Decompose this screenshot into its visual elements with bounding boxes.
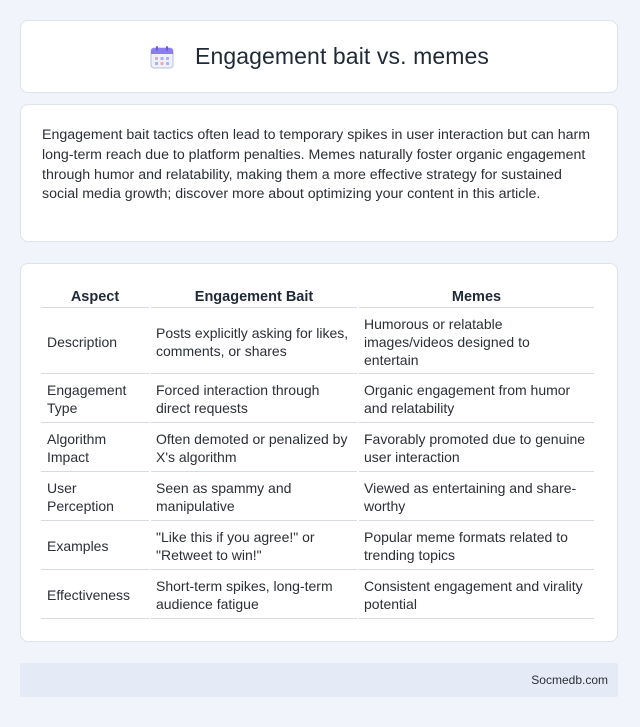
table-cell: "Like this if you agree!" or "Retweet to win!" [151, 523, 357, 570]
comparison-table [39, 284, 596, 621]
table-row [41, 572, 594, 619]
column-header-aspect: Aspect [41, 286, 149, 308]
table-cell: Short-term spikes, long-term audience fatigue [151, 572, 357, 619]
table-cell: Effectiveness [41, 572, 149, 619]
table-cell: Often demoted or penalized by X's algorithm [151, 425, 357, 472]
footer-bar [20, 663, 618, 697]
table-cell: Forced interaction through direct requests [151, 376, 357, 423]
table-cell: Seen as spammy and manipulative [151, 474, 357, 521]
table-cell: Posts explicitly asking for likes, comments, or shares [151, 310, 357, 374]
table-row [41, 425, 594, 472]
comparison-card [20, 263, 618, 642]
table-cell: Description [41, 310, 149, 374]
table-cell: Humorous or relatable images/videos designed to entertain [359, 310, 594, 374]
table-row [41, 474, 594, 521]
table-cell: Algorithm Impact [41, 425, 149, 472]
table-cell: Engagement Type [41, 376, 149, 423]
intro-card [20, 104, 618, 242]
table-row [41, 376, 594, 423]
table-cell: Examples [41, 523, 149, 570]
table-cell: Organic engagement from humor and relatability [359, 376, 594, 423]
table-cell: Consistent engagement and virality potential [359, 572, 594, 619]
table-cell: User Perception [41, 474, 149, 521]
title-card [20, 20, 618, 93]
table-row [41, 310, 594, 374]
footer-site-name: Socmedb.com [531, 673, 608, 687]
table-row [41, 523, 594, 570]
table-cell: Popular meme formats related to trending topics [359, 523, 594, 570]
table-cell: Favorably promoted due to genuine user interaction [359, 425, 594, 472]
intro-paragraph: Engagement bait tactics often lead to temporary spikes in user interaction but can harm long-term reach due to platform penalties. Memes naturally foster organic engagement through humor and relatability, making them a more effective strategy for sustained social media growth; discover more about optimizing your content in this article. [42, 127, 591, 203]
column-header-memes: Memes [359, 286, 594, 308]
table-cell: Viewed as entertaining and share-worthy [359, 474, 594, 521]
calendar-icon [149, 44, 175, 70]
page-title: Engagement bait vs. memes [195, 43, 489, 69]
column-header-engagement-bait: Engagement Bait [151, 286, 357, 308]
table-header-row [41, 286, 594, 308]
